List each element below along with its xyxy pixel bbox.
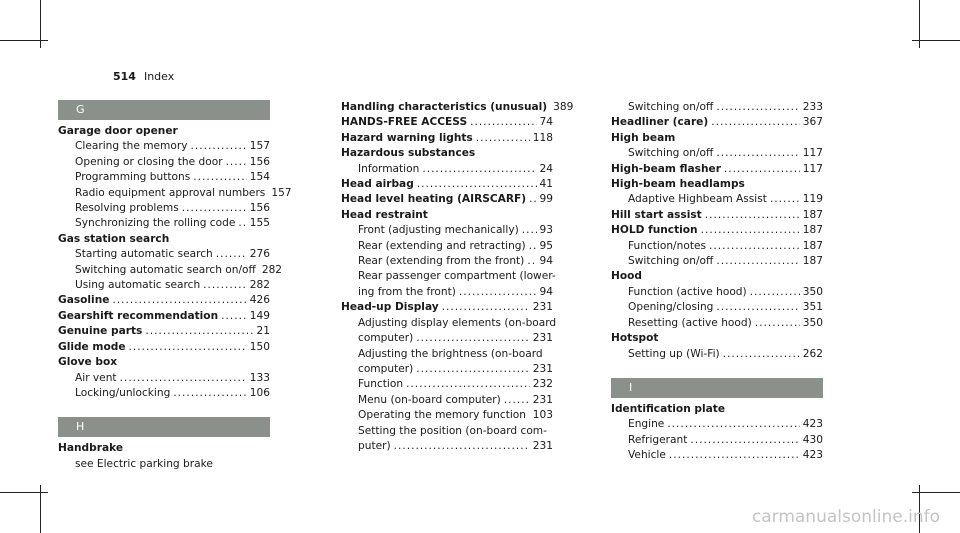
index-subentry bbox=[58, 386, 270, 401]
index-heading: Handbrake bbox=[58, 442, 124, 455]
page-reference: 231 bbox=[532, 301, 553, 314]
dot-leader bbox=[527, 254, 536, 269]
page-reference: 149 bbox=[249, 309, 270, 322]
section-gap bbox=[58, 401, 270, 417]
page-reference: 423 bbox=[802, 449, 823, 462]
entry-label: Starting automatic search bbox=[75, 248, 213, 261]
index-subentry bbox=[341, 254, 553, 269]
page-reference: 262 bbox=[802, 347, 823, 360]
entry-label: Locking/unlocking bbox=[75, 386, 171, 399]
index-subentry bbox=[611, 300, 823, 315]
page-reference: 350 bbox=[802, 285, 823, 298]
index-subentry bbox=[58, 247, 270, 262]
dot-leader bbox=[755, 316, 800, 331]
index-column-3 bbox=[611, 100, 823, 464]
entry-label: Resetting (active hood) bbox=[628, 316, 752, 329]
dot-leader bbox=[416, 331, 530, 346]
dot-leader bbox=[716, 100, 799, 115]
dot-leader bbox=[724, 162, 800, 177]
dot-leader bbox=[716, 254, 799, 269]
crop-mark bbox=[0, 40, 48, 41]
crop-mark bbox=[912, 40, 960, 41]
entry-label: computer) bbox=[358, 332, 414, 345]
page-reference: 95 bbox=[539, 239, 553, 252]
entry-label: ing from the front) bbox=[358, 285, 456, 298]
page-reference: 367 bbox=[802, 116, 823, 129]
entry-label: Function (active hood) bbox=[628, 285, 747, 298]
entry-label: Synchronizing the rolling code bbox=[75, 217, 236, 230]
index-subentry bbox=[341, 439, 553, 454]
dot-leader bbox=[709, 239, 800, 254]
index-subentry bbox=[58, 216, 270, 231]
entry-label: Opening/closing bbox=[628, 301, 714, 314]
entry-label: Setting up (Wi-Fi) bbox=[628, 347, 720, 360]
entry-label: Refrigerant bbox=[628, 433, 688, 446]
dot-leader bbox=[723, 347, 800, 362]
page-reference: 94 bbox=[539, 255, 553, 268]
entry-label: Hazard warning lights bbox=[341, 131, 473, 144]
index-heading: High beam bbox=[611, 131, 676, 144]
dot-leader bbox=[120, 371, 247, 386]
index-heading: Hotspot bbox=[611, 332, 659, 345]
dot-leader bbox=[770, 192, 800, 207]
dot-leader bbox=[711, 115, 800, 130]
section-gap bbox=[611, 362, 823, 378]
entry-label: Gasoline bbox=[58, 294, 110, 307]
page-reference: 117 bbox=[802, 147, 823, 160]
dot-leader bbox=[112, 293, 246, 308]
entry-label: Rear (extending and retracting) bbox=[358, 239, 526, 252]
index-entry bbox=[341, 192, 553, 207]
entry-label: HANDS-FREE ACCESS bbox=[341, 116, 468, 129]
page-reference: 156 bbox=[249, 155, 270, 168]
entry-label: Function/notes bbox=[628, 239, 707, 252]
index-subentry bbox=[611, 285, 823, 300]
index-subentry-text: Setting the position (on-board com- bbox=[358, 424, 547, 437]
index-column-2 bbox=[341, 100, 574, 454]
index-subentry-text: Adjusting the brightness (on-board bbox=[358, 347, 543, 360]
dot-leader bbox=[529, 192, 536, 207]
entry-label: Rear (extending from the front) bbox=[358, 255, 525, 268]
index-subentry bbox=[611, 146, 823, 161]
dot-leader bbox=[716, 300, 799, 315]
index-subentry bbox=[341, 162, 553, 177]
index-entry bbox=[58, 324, 270, 339]
entry-label: Glide mode bbox=[58, 340, 126, 353]
entry-label: Gearshift recommendation bbox=[58, 309, 219, 322]
index-heading: Gas station search bbox=[58, 232, 170, 245]
dot-leader bbox=[226, 155, 247, 170]
index-subentry bbox=[58, 201, 270, 216]
index-subentry bbox=[341, 362, 553, 377]
dot-leader bbox=[203, 278, 247, 293]
page-header bbox=[113, 70, 174, 83]
index-subentry bbox=[58, 155, 270, 170]
entry-label: Genuine parts bbox=[58, 325, 143, 338]
index-subentry bbox=[58, 186, 292, 201]
entry-label: Using automatic search bbox=[75, 279, 201, 292]
entry-label: Opening or closing the door bbox=[75, 155, 223, 168]
entry-label: Headliner (care) bbox=[611, 116, 709, 129]
entry-label: computer) bbox=[358, 362, 414, 375]
index-entry bbox=[611, 208, 823, 223]
dot-leader bbox=[716, 146, 799, 161]
page-reference: 232 bbox=[532, 378, 553, 391]
dot-leader bbox=[705, 208, 800, 223]
index-subentry bbox=[611, 239, 823, 254]
page-reference: 231 bbox=[532, 439, 553, 452]
page-number: 514 bbox=[113, 70, 136, 83]
index-entry bbox=[58, 293, 270, 308]
dot-leader bbox=[470, 115, 536, 130]
index-subentry bbox=[341, 223, 553, 238]
index-subentry bbox=[611, 448, 823, 463]
page-reference: 24 bbox=[539, 162, 553, 175]
dot-leader bbox=[529, 408, 530, 423]
page-reference: 187 bbox=[802, 208, 823, 221]
page-reference: 233 bbox=[802, 101, 823, 113]
page-reference: 41 bbox=[539, 178, 553, 191]
index-subentry bbox=[611, 347, 823, 362]
page-reference: 276 bbox=[249, 248, 270, 261]
page-reference: 94 bbox=[539, 285, 553, 298]
page-reference: 187 bbox=[802, 239, 823, 252]
index-subentry bbox=[341, 408, 553, 423]
watermark: carmanualsonline.info bbox=[751, 507, 940, 527]
page-reference: 351 bbox=[802, 301, 823, 314]
page-reference: 119 bbox=[802, 193, 823, 206]
page-reference: 282 bbox=[249, 279, 270, 292]
index-entry bbox=[58, 309, 270, 324]
dot-leader bbox=[190, 139, 246, 154]
page-reference: 187 bbox=[802, 224, 823, 237]
entry-label: Switching on/off bbox=[628, 147, 714, 160]
dot-leader bbox=[394, 439, 530, 454]
index-entry bbox=[341, 300, 553, 315]
dot-leader bbox=[193, 170, 247, 185]
index-entry bbox=[341, 115, 553, 130]
page-reference: 187 bbox=[802, 255, 823, 268]
dot-leader bbox=[504, 393, 530, 408]
dot-leader bbox=[750, 285, 800, 300]
page-reference: 118 bbox=[532, 131, 553, 144]
page-reference: 426 bbox=[249, 294, 270, 307]
entry-label: puter) bbox=[358, 439, 391, 452]
index-heading: Hazardous substances bbox=[341, 147, 476, 160]
dot-leader bbox=[221, 309, 247, 324]
dot-leader bbox=[522, 223, 537, 238]
entry-label: HOLD function bbox=[611, 224, 698, 237]
entry-label: Head airbag bbox=[341, 178, 414, 191]
crop-mark bbox=[0, 492, 48, 493]
dot-leader bbox=[406, 377, 530, 392]
entry-label: Clearing the memory bbox=[75, 140, 188, 153]
dot-leader bbox=[182, 201, 247, 216]
entry-label: Function bbox=[358, 378, 404, 391]
index-subentry bbox=[611, 192, 823, 207]
index-subentry bbox=[341, 393, 553, 408]
crop-mark bbox=[912, 492, 960, 493]
entry-label: Menu (on-board computer) bbox=[358, 393, 501, 406]
entry-label: Front (adjusting mechanically) bbox=[358, 224, 519, 237]
index-subentry bbox=[58, 371, 270, 386]
page-title: Index bbox=[143, 70, 175, 83]
entry-label: Engine bbox=[628, 418, 665, 431]
entry-label: Head level heating (AIRSCARF) bbox=[341, 193, 527, 206]
index-subentry bbox=[341, 239, 553, 254]
page-reference: 133 bbox=[249, 371, 270, 384]
page-reference: 231 bbox=[532, 332, 553, 345]
index-column-1 bbox=[58, 100, 292, 472]
index-subentry bbox=[58, 139, 270, 154]
entry-label: Adaptive Highbeam Assist bbox=[628, 193, 767, 206]
page-reference: 231 bbox=[532, 393, 553, 406]
page-reference: 93 bbox=[539, 224, 553, 237]
page-reference: 389 bbox=[553, 101, 574, 113]
index-entry bbox=[611, 223, 823, 238]
entry-label: Programming buttons bbox=[75, 171, 191, 184]
dot-leader bbox=[422, 162, 536, 177]
index-subentry bbox=[58, 263, 283, 278]
page-reference: 155 bbox=[249, 217, 270, 230]
index-subentry-text: Rear passenger compartment (lower- bbox=[358, 270, 556, 283]
dot-leader bbox=[145, 324, 253, 339]
dot-leader bbox=[459, 285, 537, 300]
dot-leader bbox=[669, 448, 800, 463]
dot-leader bbox=[216, 247, 247, 262]
index-entry bbox=[58, 340, 270, 355]
page-reference: 150 bbox=[249, 340, 270, 353]
index-entry bbox=[341, 100, 574, 115]
entry-label: Vehicle bbox=[628, 449, 666, 462]
page-reference: 117 bbox=[802, 162, 823, 175]
page-reference: 423 bbox=[802, 418, 823, 431]
index-subentry bbox=[611, 316, 823, 331]
dot-leader bbox=[476, 131, 530, 146]
index-subentry-text: see Electric parking brake bbox=[75, 457, 213, 470]
entry-label: Hill start assist bbox=[611, 208, 702, 221]
entry-label: Handling characteristics (unusual) bbox=[341, 101, 548, 113]
page-reference: 21 bbox=[256, 325, 270, 338]
index-heading: Head restraint bbox=[341, 208, 428, 221]
entry-label: Radio equipment approval numbers bbox=[75, 186, 266, 199]
dot-leader bbox=[416, 362, 530, 377]
entry-label: Operating the memory function bbox=[358, 409, 526, 422]
index-subentry bbox=[341, 377, 553, 392]
page-reference: 156 bbox=[249, 202, 270, 215]
letter-band: G bbox=[58, 100, 270, 120]
page-reference: 103 bbox=[532, 409, 553, 422]
dot-leader bbox=[529, 239, 537, 254]
index-entry bbox=[611, 115, 823, 130]
index-heading: Hood bbox=[611, 270, 643, 283]
page-reference: 154 bbox=[249, 171, 270, 184]
entry-label: Switching automatic search on/off bbox=[75, 263, 256, 276]
entry-label: Head-up Display bbox=[341, 301, 439, 314]
page-reference: 282 bbox=[261, 263, 283, 276]
page-reference: 157 bbox=[249, 140, 270, 153]
index-entry bbox=[611, 162, 823, 177]
entry-label: Resolving problems bbox=[75, 202, 179, 215]
index-heading: Garage door opener bbox=[58, 125, 178, 137]
index-subentry bbox=[341, 285, 553, 300]
entry-label: Information bbox=[358, 162, 420, 175]
entry-label: Switching on/off bbox=[628, 255, 714, 268]
entry-label: Switching on/off bbox=[628, 101, 714, 113]
index-subentry bbox=[611, 433, 823, 448]
index-entry bbox=[341, 177, 553, 192]
index-subentry bbox=[611, 254, 823, 269]
page-reference: 231 bbox=[532, 362, 553, 375]
letter-band: I bbox=[611, 378, 823, 398]
index-entry bbox=[341, 131, 553, 146]
dot-leader bbox=[417, 177, 537, 192]
index-subentry bbox=[341, 331, 553, 346]
dot-leader bbox=[129, 340, 247, 355]
page-reference: 157 bbox=[271, 186, 292, 199]
dot-leader bbox=[701, 223, 800, 238]
dot-leader bbox=[690, 433, 799, 448]
page-reference: 106 bbox=[249, 386, 270, 399]
dot-leader bbox=[173, 386, 246, 401]
letter-band: H bbox=[58, 417, 270, 437]
index-subentry-text: Adjusting display elements (on-board bbox=[358, 316, 557, 329]
index-subentry bbox=[58, 170, 270, 185]
dot-leader bbox=[238, 216, 246, 231]
index-heading: High-beam headlamps bbox=[611, 178, 745, 191]
dot-leader bbox=[442, 300, 530, 315]
page-reference: 74 bbox=[539, 116, 553, 129]
index-heading: Identification plate bbox=[611, 402, 726, 415]
page-reference: 350 bbox=[802, 316, 823, 329]
index-subentry bbox=[611, 100, 823, 115]
entry-label: Air vent bbox=[75, 371, 117, 384]
dot-leader bbox=[667, 417, 799, 432]
index-heading: Glove box bbox=[58, 356, 118, 369]
page-reference: 430 bbox=[802, 433, 823, 446]
entry-label: High-beam flasher bbox=[611, 162, 721, 175]
index-subentry bbox=[58, 278, 270, 293]
page-reference: 99 bbox=[539, 193, 553, 206]
index-subentry bbox=[611, 417, 823, 432]
